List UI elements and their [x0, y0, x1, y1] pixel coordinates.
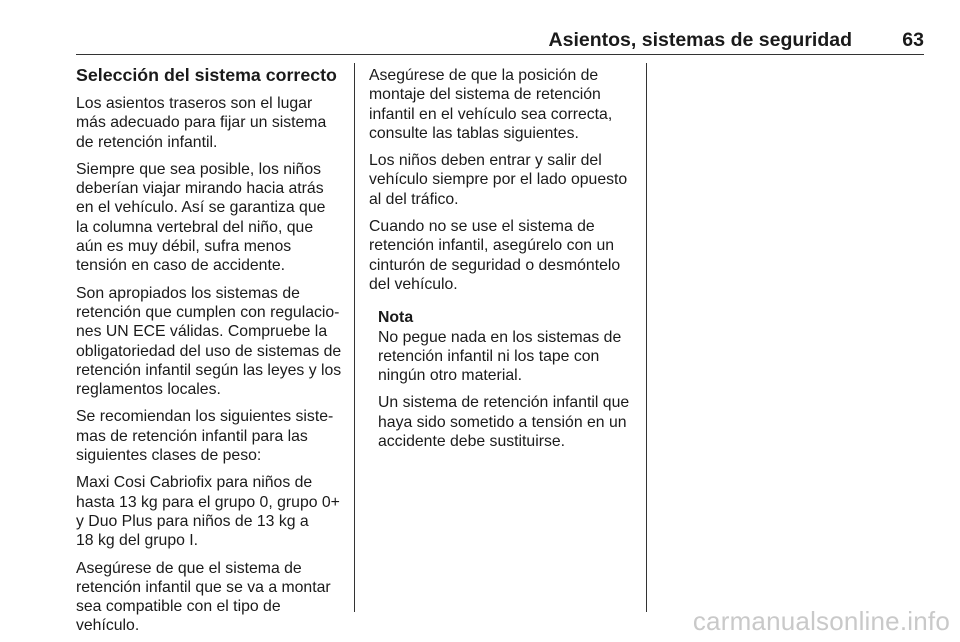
paragraph [378, 393, 639, 451]
left-paragraphs [76, 94, 348, 636]
text-line: la columna vertebral del niño, que [76, 218, 314, 236]
middle-column [369, 66, 639, 459]
text-line: vehículo. [76, 617, 140, 635]
text-line: haya sido sometido a tensión en un [378, 413, 627, 431]
text-line: tensión en caso de accidente. [76, 257, 286, 275]
paragraph [76, 160, 348, 276]
text-line: Son apropiados los sistemas de [76, 284, 300, 302]
text-line: deberían viajar mirando hacia atrás [76, 180, 324, 198]
section-heading: Selección del sistema correcto [76, 65, 337, 85]
column-divider-right [646, 63, 647, 612]
paragraph [369, 217, 639, 294]
paragraph [76, 284, 348, 400]
text-line: Asegúrese de que la posición de [369, 67, 599, 84]
text-line: vehículo siempre por el lado opuesto [369, 171, 628, 189]
text-line: cinturón de seguridad o desmóntelo [369, 256, 621, 274]
text-line: retención infantil que se va a montar [76, 578, 331, 596]
text-line: al del tráfico. [369, 190, 459, 208]
text-line: retención que cumplen con regulacio- [76, 303, 340, 321]
text-line: nes UN ECE válidas. Compruebe la [76, 323, 328, 341]
page-number: 63 [902, 29, 924, 51]
page-header [76, 28, 924, 55]
text-line: siguientes clases de peso: [76, 447, 262, 465]
text-line: Los asientos traseros son el lugar [76, 95, 313, 112]
text-line: retención infantil según las leyes y los [76, 361, 342, 379]
note-label: Nota [378, 309, 414, 327]
note-paragraphs [378, 328, 639, 452]
text-line: mas de retención infantil para las [76, 427, 308, 445]
paragraph [369, 66, 639, 143]
text-line: consulte las tablas siguientes. [369, 124, 579, 142]
text-line: aún es muy débil, sufra menos [76, 238, 292, 256]
paragraph [378, 328, 639, 386]
left-column [76, 64, 348, 642]
text-line: 18 kg del grupo I. [76, 532, 199, 550]
paragraph [76, 94, 348, 152]
text-line: Asegúrese de que el sistema de [76, 559, 302, 577]
text-line: hasta 13 kg para el grupo 0, grupo 0+ [76, 493, 340, 511]
text-line: reglamentos locales. [76, 381, 221, 399]
text-line: obligatoriedad del uso de sistemas de [76, 342, 342, 360]
header-title: Asientos, sistemas de seguridad [548, 29, 852, 51]
text-line: Siempre que sea posible, los niños [76, 160, 321, 178]
middle-paragraphs [369, 66, 639, 294]
text-line: montaje del sistema de retención [369, 86, 601, 104]
text-line: retención infantil ni los tape con [378, 347, 600, 365]
text-line: sea compatible con el tipo de [76, 598, 281, 616]
text-line: Los niños deben entrar y salir del [369, 152, 602, 170]
note-box [369, 308, 639, 451]
text-line: Un sistema de retención infantil que [378, 394, 630, 412]
text-line: más adecuado para fijar un sistema [76, 114, 327, 132]
text-line: del vehículo. [369, 275, 458, 293]
paragraph [76, 473, 348, 550]
text-line: Cuando no se use el sistema de [369, 218, 595, 236]
paragraph [369, 151, 639, 209]
column-divider-left [354, 63, 355, 612]
text-line: Se recomiendan los siguientes siste- [76, 408, 334, 426]
text-line: accidente debe sustituirse. [378, 433, 566, 451]
text-line: Maxi Cosi Cabriofix para niños de [76, 474, 313, 492]
text-line: y Duo Plus para niños de 13 kg a [76, 512, 309, 530]
watermark: carmanualsonline.info [692, 606, 950, 636]
text-line: ningún otro material. [378, 367, 523, 385]
text-line: de retención infantil. [76, 133, 218, 151]
text-line: en el vehículo. Así se garantiza que [76, 199, 326, 217]
text-line: retención infantil, asegúrelo con un [369, 237, 615, 255]
text-line: No pegue nada en los sistemas de [378, 328, 622, 346]
paragraph [76, 559, 348, 636]
text-line: infantil en el vehículo sea correcta, [369, 105, 613, 123]
paragraph [76, 407, 348, 465]
